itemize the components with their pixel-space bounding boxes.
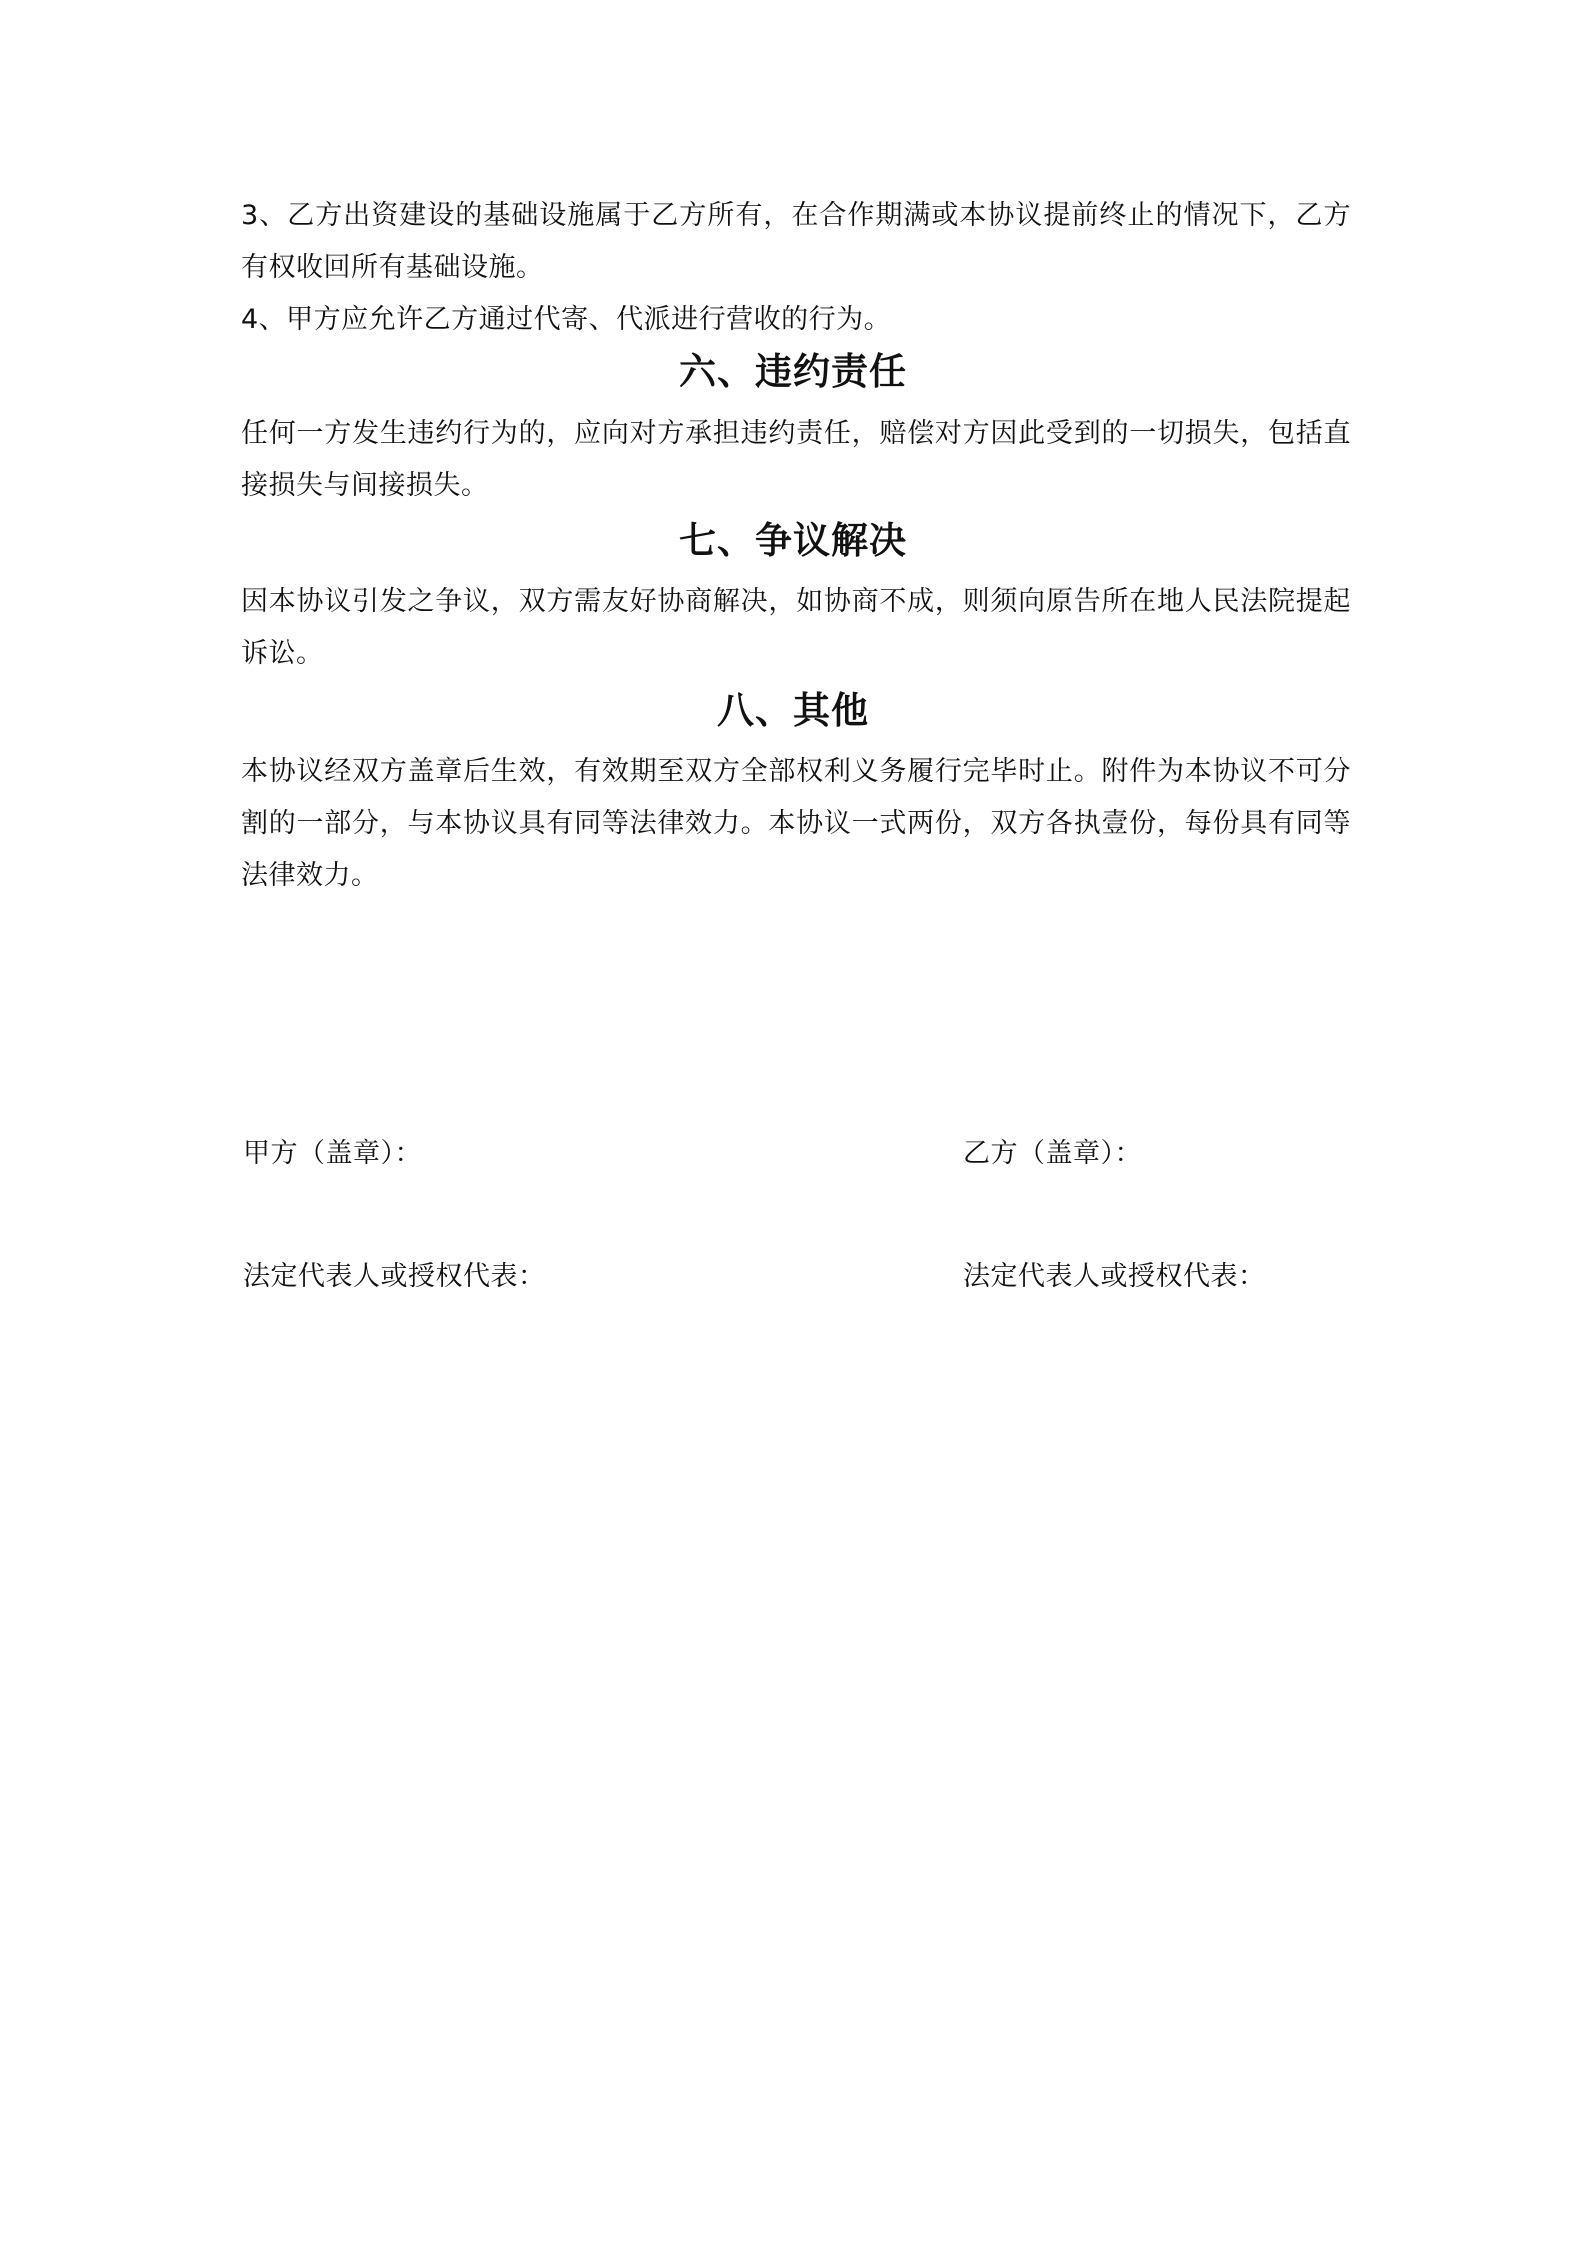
party-b-representative-label: 法定代表人或授权代表：	[963, 1261, 1266, 1292]
section-body-dispute: 因本协议引发之争议，双方需友好协商解决，如协商不成，则须向原告所在地人民法院提起诉讼。	[241, 586, 1351, 669]
party-b-seal-label: 乙方（盖章）：	[963, 1138, 1142, 1169]
party-a-seal-label: 甲方（盖章）：	[243, 1138, 422, 1169]
clause-4: 4、甲方应允许乙方通过代寄、代派进行营收的行为。	[241, 304, 892, 335]
section-title-dispute: 七、争议解决	[679, 519, 907, 562]
party-a-representative-label: 法定代表人或授权代表：	[243, 1261, 546, 1292]
section-body-breach: 任何一方发生违约行为的，应向对方承担违约责任，赔偿对方因此受到的一切损失，包括直接损失与间接损失。	[241, 418, 1351, 501]
clause-3: 3、乙方出资建设的基础设施属于乙方所有，在合作期满或本协议提前终止的情况下，乙方有权收回所有基础设施。	[241, 200, 1351, 283]
section-body-other: 本协议经双方盖章后生效，有效期至双方全部权利义务履行完毕时止。附件为本协议不可分割的一部分，与本协议具有同等法律效力。本协议一式两份，双方各执壹份，每份具有同等法律效力。	[241, 756, 1351, 891]
section-title-breach: 六、违约责任	[679, 350, 907, 393]
section-title-other: 八、其他	[717, 689, 869, 732]
